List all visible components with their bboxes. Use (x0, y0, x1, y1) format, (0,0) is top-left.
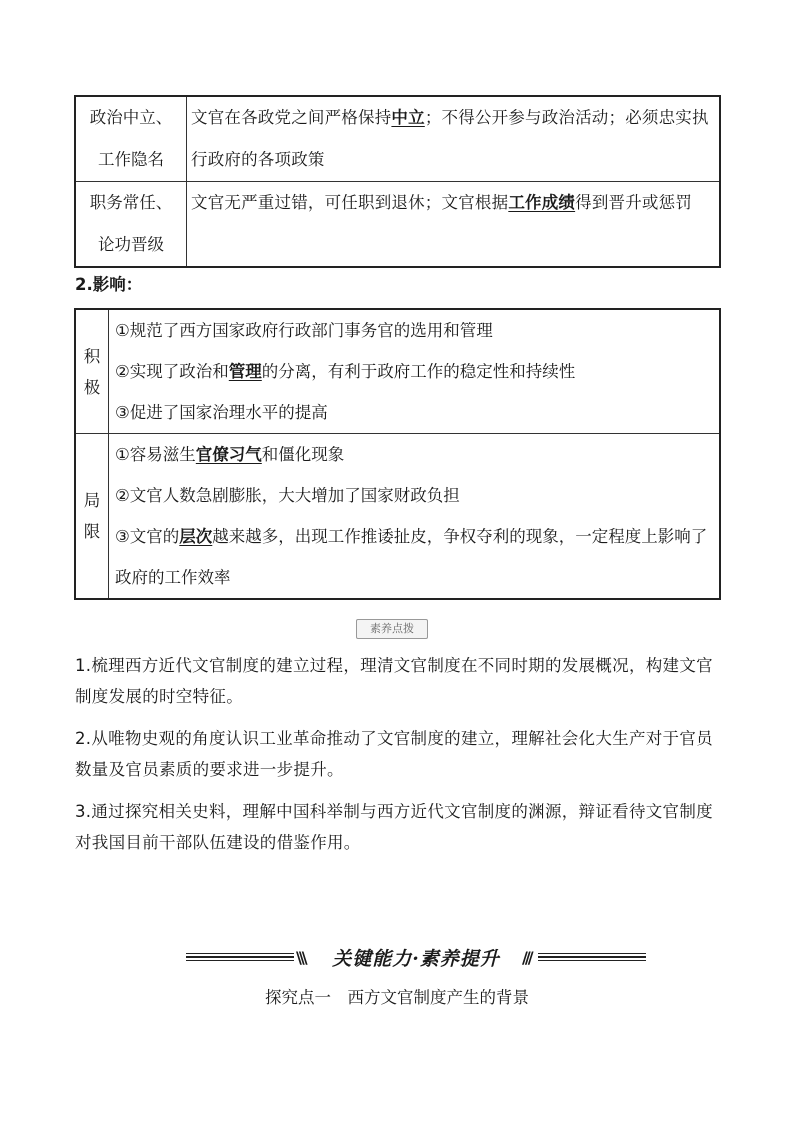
label-line: 工作隐名 (98, 150, 164, 169)
list-item: 3.通过探究相关史料，理解中国科举制与西方近代文官制度的渊源，辩证看待文官制度对我国目前干部队伍建设的借鉴作用。 (75, 802, 713, 852)
impact-table (74, 308, 721, 600)
row-label (75, 182, 187, 268)
table-row (75, 96, 720, 182)
item-text: 和僵化现象 (261, 445, 345, 464)
banner-rule-right (538, 953, 646, 961)
table-row (75, 182, 720, 268)
list-item: 2.从唯物史观的角度认识工业革命推动了文官制度的建立，理解社会化大生产对于官员数量及官员素质的要求进一步提升。 (75, 729, 713, 779)
label-line: 论功晋级 (98, 235, 164, 254)
literacy-points (75, 650, 723, 869)
key-term: 工作成绩 (508, 193, 576, 212)
key-term: 官僚习气 (195, 445, 262, 464)
key-term: 中立 (391, 108, 425, 127)
table-row-limitations (75, 434, 720, 600)
label-char: 限 (83, 522, 101, 541)
item-text: ①规范了西方国家政府行政部门事务官的选用和管理 (115, 321, 493, 340)
list-item (115, 310, 713, 351)
subsection-title: 探究点一 西方文官制度产生的背景 (265, 988, 529, 1007)
label-char: 极 (83, 377, 101, 397)
banner-rule-left (186, 953, 294, 961)
section-heading: 2.影响： (75, 275, 143, 294)
label-char: 积 (83, 346, 101, 366)
list-item (115, 434, 713, 475)
list-item (115, 516, 713, 598)
item-text: 的分离，有利于政府工作的稳定性和持续性 (261, 362, 576, 381)
banner-mark-right: /// (522, 948, 531, 967)
content-text: 得到晋升或惩罚 (575, 193, 693, 212)
list-item (115, 351, 713, 392)
row-content (187, 182, 721, 268)
section-banner (186, 945, 646, 975)
label-line: 职务常任、 (89, 193, 173, 212)
positive-label (75, 309, 109, 434)
content-text: ；不得公开参与政治活动；必须忠实执行政府的各项政策 (191, 108, 709, 169)
literacy-tag: 素养点拨 (356, 619, 428, 639)
banner-title: 关键能力·素养提升 (332, 948, 500, 970)
banner-mark-left: \\\ (296, 948, 305, 967)
item-text: ①容易滋生 (115, 445, 196, 464)
limitation-label (75, 434, 109, 600)
list-item (115, 475, 713, 516)
item-text: ③文官的 (115, 527, 180, 546)
item-text: ②实现了政治和 (115, 362, 229, 381)
label-line: 政治中立、 (89, 108, 173, 127)
label-char: 局 (83, 491, 101, 510)
item-text: 越来越多，出现工作推诿扯皮，争权夺利的现象，一定程度上影响了政府的工作效率 (115, 527, 708, 587)
item-text: ②文官人数急剧膨胀，大大增加了国家财政负担 (115, 486, 460, 505)
list-item (115, 392, 713, 433)
limitation-content (109, 434, 721, 600)
list-item: 1.梳理西方近代文官制度的建立过程，理清文官制度在不同时期的发展概况，构建文官制度发展的时空特征。 (75, 656, 713, 706)
positive-content (109, 309, 721, 434)
row-content (187, 96, 721, 182)
key-term: 管理 (228, 362, 262, 381)
item-text: ③促进了国家治理水平的提高 (115, 403, 328, 422)
key-term: 层次 (179, 527, 213, 546)
table-row-positive (75, 309, 720, 434)
row-label (75, 96, 187, 182)
content-text: 文官无严重过错，可任职到退休；文官根据 (191, 193, 509, 212)
content-text: 文官在各政党之间严格保持 (191, 108, 392, 127)
characteristics-table (74, 95, 721, 268)
